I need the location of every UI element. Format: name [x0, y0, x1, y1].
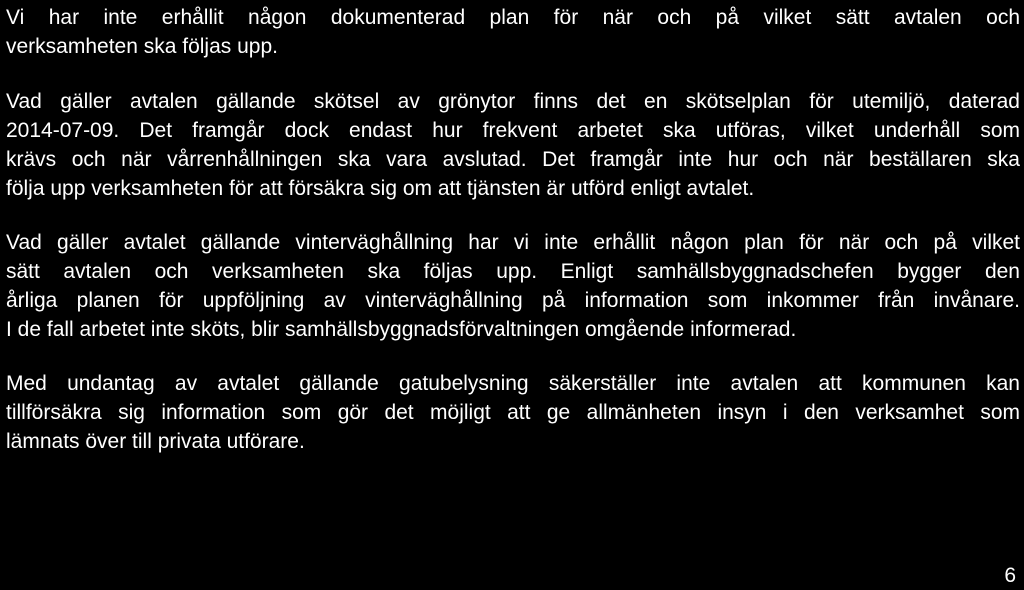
paragraph-winter-road-maintenance — [6, 228, 1020, 344]
text-line: Med undantag av avtalet gällande gatubelysning säkerställer inte avtalen att kommunen kan — [6, 372, 1020, 395]
text-line: Vad gäller avtalen gällande skötsel av grönytor finns det en skötselplan för utemiljö, daterad — [6, 90, 1020, 113]
text-line: årliga planen för uppföljning av vinterväghållning på information som inkommer från invånare. — [6, 289, 1020, 312]
paragraph-followup-plan — [6, 3, 1020, 61]
text-line: 2014-07-09. Det framgår dock endast hur frekvent arbetet ska utföras, vilket underhåll som — [6, 119, 1020, 142]
text-line: Vi har inte erhållit någon dokumenterad plan för när och på vilket sätt avtalen och — [6, 6, 1020, 29]
text-line: Vad gäller avtalet gällande vinterväghållning har vi inte erhållit någon plan för när och på vilket — [6, 231, 1020, 254]
text-line: sätt avtalen och verksamheten ska följas upp. Enligt samhällsbyggnadschefen bygger den — [6, 260, 1020, 283]
text-line: I de fall arbetet inte sköts, blir samhällsbyggnadsförvaltningen omgående informerad. — [6, 318, 797, 341]
paragraph-green-areas — [6, 87, 1020, 203]
page-number: 6 — [1004, 564, 1016, 587]
text-line: lämnats över till privata utförare. — [6, 430, 305, 453]
text-line: tillförsäkra sig information som gör det möjligt att ge allmänheten insyn i den verksamhet som — [6, 401, 1020, 424]
text-line: följa upp verksamheten för att försäkra sig om att tjänsten är utförd enligt avtalet. — [6, 177, 755, 200]
text-line: krävs och när vårrenhållningen ska vara avslutad. Det framgår inte hur och när beställaren ska — [6, 148, 1020, 171]
paragraph-street-lighting — [6, 369, 1020, 456]
text-line: verksamheten ska följas upp. — [6, 35, 278, 58]
